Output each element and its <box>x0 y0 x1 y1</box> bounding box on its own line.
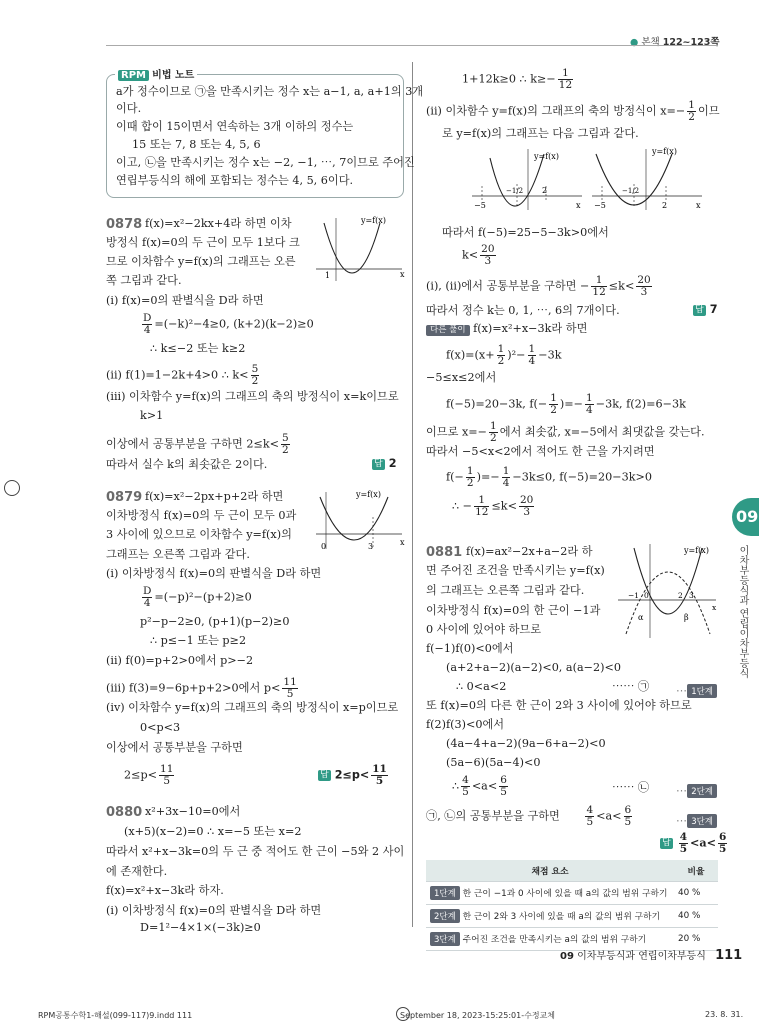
table-row: 1단계 한 근이 −1과 0 사이에 있을 때 a의 값의 범위 구하기 40 % <box>426 882 718 905</box>
p880-line: 따라서 정수 k는 0, 1, ⋯, 6의 7개이다. <box>426 304 620 317</box>
graph-tick: −1/2 <box>506 187 524 195</box>
table-row: 3단계 주어진 조건을 만족시키는 a의 값의 범위 구하기 20 % <box>426 928 718 951</box>
step-badge-2: ⋯ 2단계 <box>676 779 717 798</box>
p879-line: (iv) 이차함수 y=f(x)의 그래프의 축의 방정식이 x=p이므로 <box>106 701 399 714</box>
fraction: $\frac{5}{2}$ <box>251 363 259 388</box>
side-tab-number: 09 <box>736 507 759 526</box>
graph-svg <box>616 540 720 640</box>
graph-tick: 3 <box>368 542 374 551</box>
p878-line: f(x)=x²−2kx+4라 하면 이차 <box>145 217 292 230</box>
graph-tick: 2 <box>678 591 683 600</box>
graph-svg <box>588 146 706 212</box>
p880-line: 로 y=f(x)의 그래프는 다음 그림과 같다. <box>442 127 639 140</box>
fraction: $\frac{1}{2}$ <box>497 343 505 368</box>
p879-line: (ii) f(0)=p+2>0에서 p>−2 <box>106 654 254 667</box>
p880-line: (ii) 이차함수 y=f(x)의 그래프의 축의 방정식이 x=− $\frac{1}{2}$ 이므 <box>426 99 720 124</box>
p880-graph-2 <box>588 146 706 212</box>
note-line: 이고, ㉡을 만족시키는 정수 x는 −2, −1, ⋯, 7이므로 주어진 <box>116 156 415 169</box>
p878-line: (i) f(x)=0의 판별식을 D라 하면 <box>106 294 264 307</box>
p879-line: (iii) f(3)=9−6p+p+2>0에서 p< $\frac{11}{5}$ <box>106 676 297 701</box>
registration-mark-icon <box>4 480 20 496</box>
graph-label: y=f(x) <box>356 490 381 499</box>
problem-number-0880: 0880 <box>106 805 143 820</box>
fraction: $\frac{1}{4}$ <box>586 392 593 417</box>
problem-number-0881: 0881 <box>426 545 463 560</box>
graph-tick: −5 <box>474 201 486 210</box>
header-rule <box>106 45 718 46</box>
fraction: $\frac{1}{4}$ <box>528 343 536 368</box>
print-date: 23. 8. 31. <box>705 1010 744 1019</box>
column-divider <box>412 62 413 927</box>
p880-line: f(x)=x²+x−3k라 하자. <box>106 884 224 897</box>
p879-line: ∴ p≤−1 또는 p≥2 <box>150 634 247 647</box>
p880-graph-1 <box>468 146 586 212</box>
p881-line: 의 그래프는 오른쪽 그림과 같다. <box>426 584 585 597</box>
graph-tick: x <box>696 201 701 210</box>
p878-answer: 답 2 <box>374 457 397 470</box>
header-bullet-icon: ● <box>630 37 639 48</box>
p880-line: f(− $\frac{1}{2}$ )=− $\frac{1}{4}$ −3k≤0, f(−5)=20−3k>0 <box>446 465 652 490</box>
p879-answer: 답 2≤p< $\frac{11}{5}$ <box>320 763 387 788</box>
fraction: $\frac{6}{5}$ <box>500 774 507 799</box>
side-tab-title: 이차부등식과 연립이차부등식 <box>737 545 748 679</box>
fraction: $\frac{1}{4}$ <box>502 465 510 490</box>
side-tab <box>732 498 759 536</box>
graph-tick: α <box>638 613 644 622</box>
p881-line: (5a−6)(5a−4)<0 <box>446 756 541 769</box>
p881-line: 이차방정식 f(x)=0의 한 근이 −1과 <box>426 604 601 617</box>
fraction: $\frac{4}{5}$ <box>462 774 469 799</box>
p878-line: 방정식 f(x)=0의 두 근이 모두 1보다 크 <box>106 236 300 249</box>
scoring-table-grid <box>426 860 718 951</box>
problem-number-0878: 0878 <box>106 217 143 232</box>
graph-tick: 1 <box>325 271 331 280</box>
p879-line: (i) 이차방정식 f(x)=0의 판별식을 D라 하면 <box>106 567 322 580</box>
fraction: $\frac{1}{2}$ <box>550 392 557 417</box>
p880-line: 따라서 −5<x<2에서 적어도 한 근을 가지려면 <box>426 445 655 458</box>
scoring-table <box>426 860 718 951</box>
p880-answer: 답 7 <box>695 303 718 316</box>
page-footer: 09 이차부등식과 연립이차부등식 111 <box>560 948 743 963</box>
p879-disc: $\frac{D}{4}$ =(−p)²−(p+2)≥0 <box>143 585 252 610</box>
p879-line: 이차방정식 f(x)=0의 두 근이 모두 0과 <box>106 509 297 522</box>
graph-tick: −1 <box>628 591 640 600</box>
print-file: RPM공통수학1-해설(099-117)9.indd 111 <box>38 1011 193 1020</box>
graph-label: y=f(x) <box>684 546 709 555</box>
fraction: $\frac{11}{5}$ <box>160 763 174 788</box>
p881-line: f(2)f(3)<0에서 <box>426 718 505 731</box>
p879-line: 그래프는 오른쪽 그림과 같다. <box>106 548 250 561</box>
fraction: $\frac{1}{2}$ <box>688 99 695 124</box>
graph-tick: −5 <box>594 201 606 210</box>
note-line: 이다. <box>116 102 142 115</box>
p878-disc: $\frac{D}{4}$ =(−k)²−4≥0, (k+2)(k−2)≥0 <box>143 312 314 337</box>
p880-line: (i), (ii)에서 공통부분을 구하면 − $\frac{1}{12}$ ≤k< $\frac{20}{3}$ <box>426 274 651 299</box>
graph-tick: 2 <box>662 201 668 210</box>
p880-line: ∴ − $\frac{1}{12}$ ≤k< $\frac{20}{3}$ <box>452 494 534 519</box>
p881-mark: ⋯⋯ ㉠ <box>612 680 650 693</box>
step-badge-3: ⋯ 3단계 <box>676 809 717 828</box>
note-line: 이때 합이 15이면서 연속하는 3개 이하의 정수는 <box>116 120 354 133</box>
page-number: 111 <box>715 948 743 963</box>
fraction: $\frac{1}{2}$ <box>466 465 474 490</box>
p881-line: f(−1)f(0)<0에서 <box>426 642 514 655</box>
p878-line: 므로 이차함수 y=f(x)의 그래프는 오른 <box>106 255 296 268</box>
p878-line: k>1 <box>140 409 164 422</box>
p880-line: 따라서 x²+x−3k=0의 두 근 중 적어도 한 근이 −5와 2 사이 <box>106 845 405 858</box>
p881-line: 면 주어진 조건을 만족시키는 y=f(x) <box>426 564 605 577</box>
p879-line: 2≤p< $\frac{11}{5}$ <box>124 763 174 788</box>
graph-tick: 0 <box>321 542 327 551</box>
p879-line: p²−p−2≥0, (p+1)(p−2)≥0 <box>140 615 290 628</box>
p879-line: 3 사이에 있으므로 이차함수 y=f(x)의 <box>106 528 292 541</box>
fraction: $\frac{20}{3}$ <box>519 494 534 519</box>
p880-line: 이므로 x=− $\frac{1}{2}$ 에서 최솟값, x=−5에서 최댓값을 갖는다. <box>426 420 705 445</box>
p881-mark: ⋯⋯ ㉡ <box>612 781 650 794</box>
graph-svg <box>312 213 408 283</box>
p880-line: 에 존재한다. <box>106 865 168 878</box>
p881-line: 0 사이에 있어야 하므로 <box>426 623 542 636</box>
p881-graph <box>616 540 720 640</box>
page-header: ● 본책 122~123쪽 <box>630 37 720 48</box>
graph-label: y=f(x) <box>534 152 559 161</box>
p878-line: 이상에서 공통부분을 구하면 2≤k< $\frac{5}{2}$ <box>106 432 289 457</box>
p881-line: (4a−4+a−2)(9a−6+a−2)<0 <box>446 737 606 750</box>
p878-line: 쪽 그림과 같다. <box>106 274 182 287</box>
fraction: $\frac{4}{5}$ <box>679 831 688 856</box>
fraction: $\frac{D}{4}$ <box>143 312 152 337</box>
fraction: $\frac{6}{5}$ <box>624 804 632 829</box>
registration-mark-icon <box>396 1007 410 1021</box>
p880-alt: 다른 풀이 f(x)=x²+x−3k라 하면 <box>426 323 587 336</box>
p880-line: f(−5)=20−3k, f(− $\frac{1}{2}$ )=− $\frac{1}{4}$ −3k, f(2)=6−3k <box>446 392 686 417</box>
p880-line: 1+12k≥0 ∴ k≥− $\frac{1}{12}$ <box>462 67 573 92</box>
p879-line: 이상에서 공통부분을 구하면 <box>106 741 243 754</box>
graph-label: y=f(x) <box>361 216 386 225</box>
graph-tick: 3 <box>689 591 694 600</box>
p878-graph <box>312 213 408 283</box>
p881-line: 또 f(x)=0의 다른 한 근이 2와 3 사이에 있어야 하므로 <box>426 699 692 712</box>
alt-solution-label: 다른 풀이 <box>426 325 470 336</box>
graph-tick: β <box>684 613 689 622</box>
p881-line: ㉠, ㉡의 공통부분을 구하면 $\frac{4}{5}$ <a< $\frac{6}{5}$ <box>426 804 632 829</box>
table-row: 2단계 한 근이 2와 3 사이에 있을 때 a의 값의 범위 구하기 40 % <box>426 905 718 928</box>
problem-number-0879: 0879 <box>106 490 143 505</box>
note-line: 15 또는 7, 8 또는 4, 5, 6 <box>132 138 261 151</box>
fraction: $\frac{4}{5}$ <box>586 804 594 829</box>
graph-tick: x <box>400 538 405 547</box>
fraction: $\frac{5}{2}$ <box>282 432 289 457</box>
graph-tick: −1/2 <box>622 187 640 195</box>
scoring-header: 채점 요소 <box>426 860 674 882</box>
graph-label: y=f(x) <box>652 147 677 156</box>
p880-line: D=1²−4×1×(−3k)≥0 <box>140 921 261 934</box>
fraction: $\frac{D}{4}$ <box>143 585 152 610</box>
p878-line: (iii) 이차함수 y=f(x)의 그래프의 축의 방정식이 x=k이므로 <box>106 390 399 403</box>
p880-line: −5≤x≤2에서 <box>426 371 497 384</box>
print-stamp: September 18, 2023-15:25:01-수정교체 <box>400 1011 556 1020</box>
rpm-logo: RPM <box>118 70 149 81</box>
p880-line: f(x)=(x+ $\frac{1}{2}$ )²− $\frac{1}{4}$ −3k <box>446 343 562 368</box>
graph-tick: 0 <box>644 591 649 600</box>
note-title: 비법 노트 <box>152 70 195 81</box>
p881-line: ∴ 0<a<2 <box>456 680 507 693</box>
graph-svg <box>312 487 408 557</box>
graph-tick: x <box>400 270 405 279</box>
p880-line: x²+3x−10=0에서 <box>145 805 241 818</box>
graph-tick: 2 <box>542 186 548 195</box>
p880-line: (x+5)(x−2)=0 ∴ x=−5 또는 x=2 <box>124 825 302 838</box>
graph-svg <box>468 146 586 212</box>
p881-line: ∴ $\frac{4}{5}$ <a< $\frac{6}{5}$ <box>452 774 507 799</box>
p881-answer: 답 $\frac{4}{5}$ <a< $\frac{6}{5}$ <box>662 831 727 856</box>
note-line: 연립부등식의 해에 포함되는 정수는 4, 5, 6이다. <box>116 174 354 187</box>
scoring-header: 비율 <box>674 860 718 882</box>
p880-line: 따라서 f(−5)=25−5−3k>0에서 <box>442 226 609 239</box>
p879-line: 0<p<3 <box>140 721 181 734</box>
p881-line: f(x)=ax²−2x+a−2라 하 <box>466 545 593 558</box>
p879-graph <box>312 487 408 557</box>
fraction: $\frac{1}{12}$ <box>475 494 489 519</box>
fraction: $\frac{1}{2}$ <box>490 420 497 445</box>
p879-line: f(x)=x²−2px+p+2라 하면 <box>145 490 284 503</box>
fraction: $\frac{20}{3}$ <box>481 243 495 268</box>
step-badge-1: ⋯ 1단계 <box>676 679 717 698</box>
fraction: $\frac{1}{12}$ <box>558 67 573 92</box>
p878-line: ∴ k≤−2 또는 k≥2 <box>150 342 246 355</box>
p880-line: k< $\frac{20}{3}$ <box>462 243 495 268</box>
p880-line: (i) 이차방정식 f(x)=0의 판별식을 D라 하면 <box>106 904 322 917</box>
p878-line: (ii) f(1)=1−2k+4>0 ∴ k< $\frac{5}{2}$ <box>106 363 259 388</box>
note-line: a가 정수이므로 ㉠을 만족시키는 정수 x는 a−1, a, a+1의 3개 <box>116 85 424 98</box>
graph-tick: x <box>712 603 717 612</box>
note-badge <box>115 66 197 81</box>
fraction: $\frac{1}{12}$ <box>592 274 606 299</box>
fraction: $\frac{20}{3}$ <box>637 274 651 299</box>
fraction: $\frac{11}{5}$ <box>372 763 387 788</box>
p881-line: (a+2+a−2)(a−2)<0, a(a−2)<0 <box>446 661 621 674</box>
p878-line: 따라서 실수 k의 최솟값은 2이다. <box>106 458 268 471</box>
fraction: $\frac{6}{5}$ <box>719 831 727 856</box>
graph-tick: x <box>576 201 581 210</box>
fraction: $\frac{11}{5}$ <box>283 676 297 701</box>
